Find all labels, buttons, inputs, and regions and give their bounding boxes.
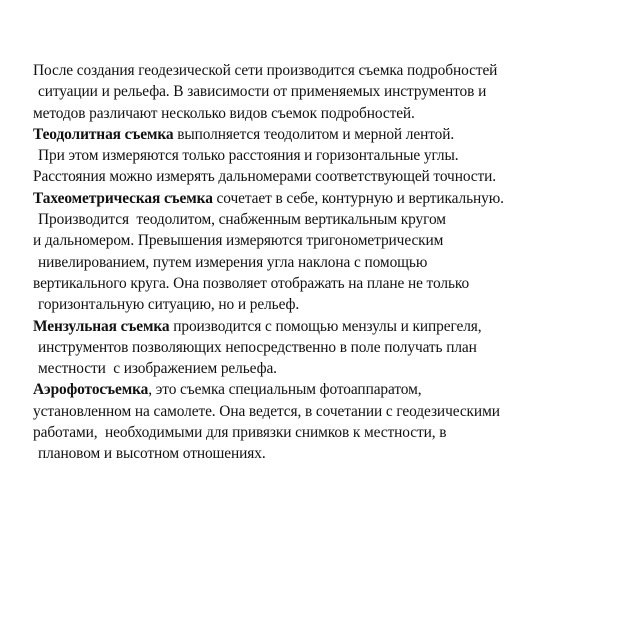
term-aerial-survey: Аэрофотосъемка (33, 381, 149, 399)
text-line: горизонтальную ситуацию, но и рельеф. (38, 296, 300, 314)
text-line: методов различают несколько видов съемок подробностей. (33, 104, 415, 122)
term-theodolite-survey: Теодолитная съемка (33, 125, 174, 143)
text-fragment: , это съемка специальным фотоаппаратом, (148, 381, 422, 399)
text-line: установленном на самолете. Она ведется, в сочетании с геодезическими (33, 402, 500, 420)
text-line: и дальномером. Превышения измеряются тригонометрическим (33, 232, 444, 250)
body-text (33, 60, 618, 465)
text-line: вертикального круга. Она позволяет отображать на плане не только (33, 274, 470, 292)
text-line: плановом и высотном отношениях. (38, 445, 266, 463)
text-line: работами, необходимыми для привязки снимков к местности, в (33, 424, 447, 442)
tacheometric-survey-paragraph (33, 188, 618, 209)
text-line: Расстояния можно измерять дальномерами соответствующей точности. (33, 168, 497, 186)
text-fragment: сочетает в себе, контурную и вертикальную. (212, 189, 504, 207)
plane-table-survey-paragraph (33, 316, 618, 337)
text-line: Производится теодолитом, снабженным вертикальным кругом (38, 211, 446, 229)
text-fragment: производится с помощью мензулы и кипрегеля, (169, 317, 482, 335)
theodolite-survey-paragraph (33, 124, 618, 145)
term-tacheometric-survey: Тахеометрическая съемка (33, 189, 213, 207)
text-fragment: выполняется теодолитом и мерной лентой. (173, 125, 455, 143)
text-line: нивелированием, путем измерения угла наклона с помощью (38, 253, 428, 271)
term-plane-table-survey: Мензульная съемка (33, 317, 170, 335)
text-line: местности с изображением рельефа. (38, 360, 277, 378)
text-line: При этом измеряются только расстояния и горизонтальные углы. (38, 147, 459, 165)
text-line: инструментов позволяющих непосредственно в поле получать план (38, 338, 477, 356)
text-line: После создания геодезической сети производится съемка подробностей (33, 62, 498, 79)
aerial-survey-paragraph (33, 379, 618, 400)
text-line: ситуации и рельефа. В зависимости от применяемых инструментов и (38, 83, 487, 101)
